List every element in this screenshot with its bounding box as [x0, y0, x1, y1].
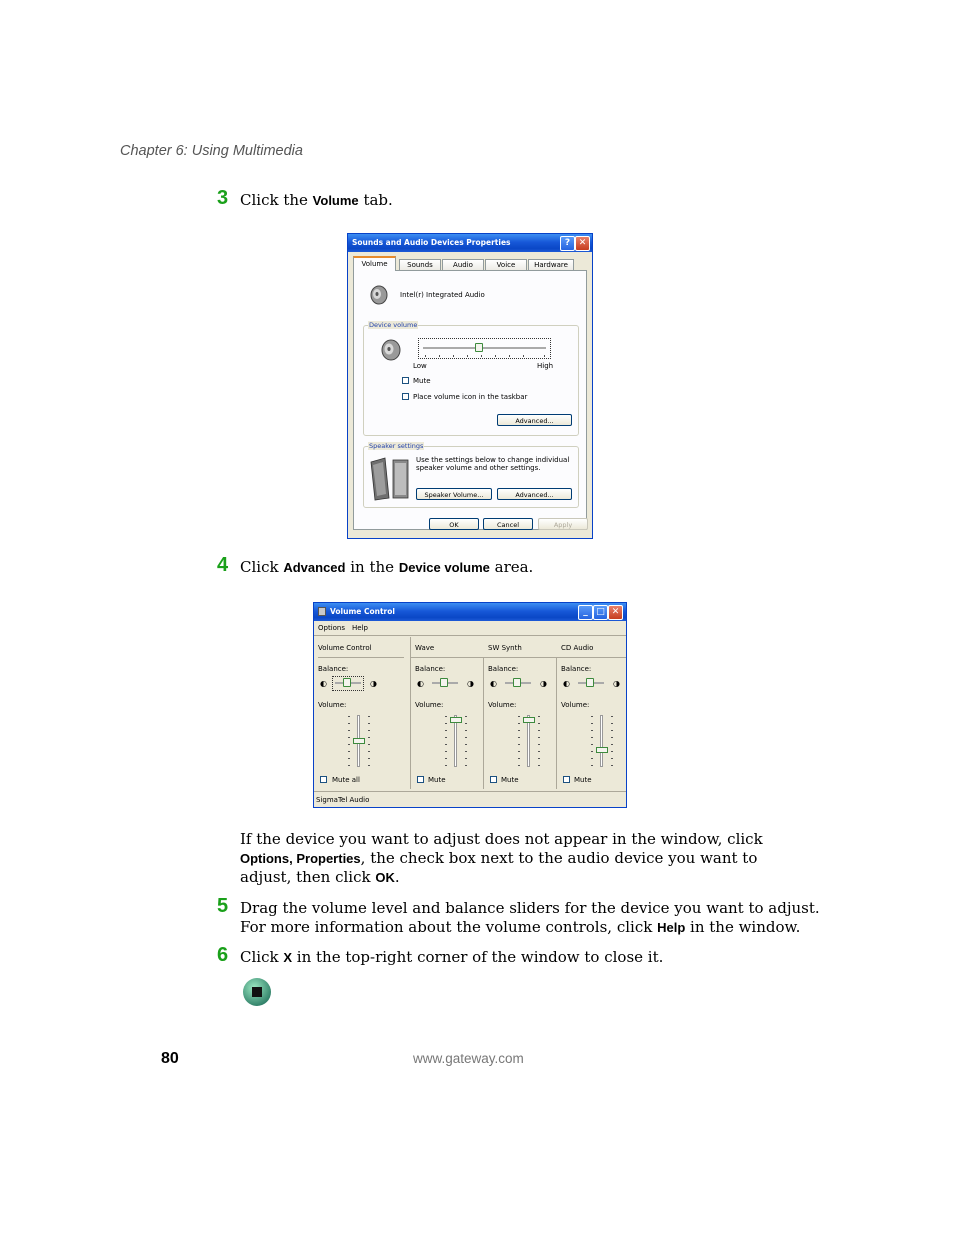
- mute-label: Mute: [428, 776, 446, 784]
- menu-help[interactable]: Help: [352, 624, 368, 632]
- balance-slider[interactable]: [488, 675, 558, 693]
- close-icon[interactable]: ✕: [575, 236, 590, 251]
- high-label: High: [537, 362, 554, 370]
- column-name: SW Synth: [488, 644, 522, 652]
- volume-label: Volume:: [415, 701, 444, 709]
- step-4-text: Click Advanced in the Device volume area.: [240, 558, 534, 576]
- advanced-button[interactable]: Advanced...: [497, 414, 572, 426]
- step-3-text: Click the Volume tab.: [240, 191, 393, 209]
- balance-slider[interactable]: [318, 675, 390, 693]
- volume-slider[interactable]: [587, 713, 617, 769]
- balance-thumb[interactable]: [343, 678, 351, 687]
- column-name: Volume Control: [318, 644, 372, 652]
- volume-slider[interactable]: [344, 713, 374, 769]
- tab-voice[interactable]: Voice: [485, 259, 527, 270]
- mute-checkbox[interactable]: [417, 776, 424, 783]
- volume-thumb[interactable]: [450, 717, 462, 723]
- balance-thumb[interactable]: [440, 678, 448, 687]
- ok-button[interactable]: OK: [429, 518, 479, 530]
- low-label: Low: [413, 362, 427, 370]
- volume-slider[interactable]: [514, 713, 544, 769]
- speaker-right-icon: ◑: [467, 679, 474, 688]
- speaker-right-icon: ◑: [370, 679, 377, 688]
- mute-checkbox[interactable]: [402, 377, 409, 384]
- speaker-left-icon: ◐: [417, 679, 424, 688]
- step-6-text: Click X in the top-right corner of the window to close it.: [240, 948, 664, 966]
- volume-label: Volume:: [561, 701, 590, 709]
- speaker-left-icon: ◐: [563, 679, 570, 688]
- volume-label: Volume:: [318, 701, 347, 709]
- volume-thumb[interactable]: [523, 717, 535, 723]
- mute-checkbox[interactable]: [490, 776, 497, 783]
- speaker-text-line1: Use the settings below to change individual: [416, 456, 570, 464]
- balance-label: Balance:: [318, 665, 349, 673]
- speaker-right-icon: ◑: [613, 679, 620, 688]
- apply-button[interactable]: Apply: [538, 518, 588, 530]
- step-5-line-2: For more information about the volume controls, click Help in the window.: [240, 918, 801, 936]
- footer-url: www.gateway.com: [413, 1051, 524, 1066]
- balance-label: Balance:: [561, 665, 592, 673]
- chapter-header: Chapter 6: Using Multimedia: [120, 143, 303, 159]
- speaker-text-line2: speaker volume and other settings.: [416, 464, 541, 472]
- speaker-right-icon: ◑: [540, 679, 547, 688]
- note-line-1: If the device you want to adjust does not appear in the window, click: [240, 830, 763, 848]
- column-name: Wave: [415, 644, 435, 652]
- cancel-button[interactable]: Cancel: [483, 518, 533, 530]
- mute-checkbox[interactable]: [563, 776, 570, 783]
- volume-control-window: [313, 602, 627, 808]
- volume-thumb[interactable]: [596, 747, 608, 753]
- taskbar-label: Place volume icon in the taskbar: [413, 393, 528, 401]
- device-name: Intel(r) Integrated Audio: [400, 291, 485, 299]
- step-5-number: 5: [217, 895, 229, 917]
- speakers-icon: [368, 456, 412, 502]
- taskbar-checkbox[interactable]: [402, 393, 409, 400]
- volume-control-titlebar: [314, 603, 626, 621]
- balance-thumb[interactable]: [586, 678, 594, 687]
- device-volume-label: Device volume: [369, 321, 418, 329]
- balance-slider[interactable]: [415, 675, 485, 693]
- mute-label: Mute: [501, 776, 519, 784]
- menu-options[interactable]: Options: [318, 624, 346, 632]
- mute-label: Mute: [574, 776, 592, 784]
- maximize-icon[interactable]: □: [593, 605, 608, 620]
- tab-hardware[interactable]: Hardware: [528, 259, 574, 270]
- status-bar: SigmaTel Audio: [316, 796, 370, 804]
- speaker-advanced-button[interactable]: Advanced...: [497, 488, 572, 500]
- balance-label: Balance:: [415, 665, 446, 673]
- mute-all-checkbox[interactable]: [320, 776, 327, 783]
- column-name: CD Audio: [561, 644, 594, 652]
- tab-volume[interactable]: Volume: [353, 256, 396, 271]
- dialog-title: Sounds and Audio Devices Properties: [352, 238, 511, 247]
- note-line-2: Options, Properties, the check box next to the audio device you want to: [240, 849, 758, 867]
- step-5-line-1: Drag the volume level and balance sliders for the device you want to adjust.: [240, 899, 820, 917]
- dialog-titlebar: [348, 234, 592, 252]
- speaker-settings-label: Speaker settings: [369, 442, 424, 450]
- step-6-number: 6: [217, 944, 229, 966]
- volume-control-title: Volume Control: [330, 607, 395, 616]
- balance-label: Balance:: [488, 665, 519, 673]
- step-3-number: 3: [217, 187, 229, 209]
- speaker-large-icon: [379, 338, 401, 362]
- speaker-left-icon: ◐: [320, 679, 327, 688]
- sounds-audio-dialog: [347, 233, 593, 539]
- page-number: 80: [161, 1050, 179, 1067]
- tab-sounds[interactable]: Sounds: [399, 259, 441, 270]
- balance-thumb[interactable]: [513, 678, 521, 687]
- volume-app-icon: [318, 607, 326, 616]
- volume-thumb[interactable]: [353, 738, 365, 744]
- mute-label: Mute: [413, 377, 431, 385]
- minimize-icon[interactable]: _: [578, 605, 593, 620]
- speaker-icon: [368, 284, 388, 306]
- device-volume-slider[interactable]: [418, 338, 551, 359]
- step-4-number: 4: [217, 554, 229, 576]
- help-icon[interactable]: ?: [560, 236, 575, 251]
- balance-slider[interactable]: [561, 675, 631, 693]
- stop-icon: [242, 977, 272, 1007]
- mute-all-label: Mute all: [332, 776, 360, 784]
- volume-slider[interactable]: [441, 713, 471, 769]
- note-line-3: adjust, then click OK.: [240, 868, 400, 886]
- tab-audio[interactable]: Audio: [442, 259, 484, 270]
- close-window-icon[interactable]: ✕: [608, 605, 623, 620]
- speaker-left-icon: ◐: [490, 679, 497, 688]
- volume-label: Volume:: [488, 701, 517, 709]
- speaker-volume-button[interactable]: Speaker Volume...: [416, 488, 492, 500]
- device-volume-thumb[interactable]: [475, 343, 483, 352]
